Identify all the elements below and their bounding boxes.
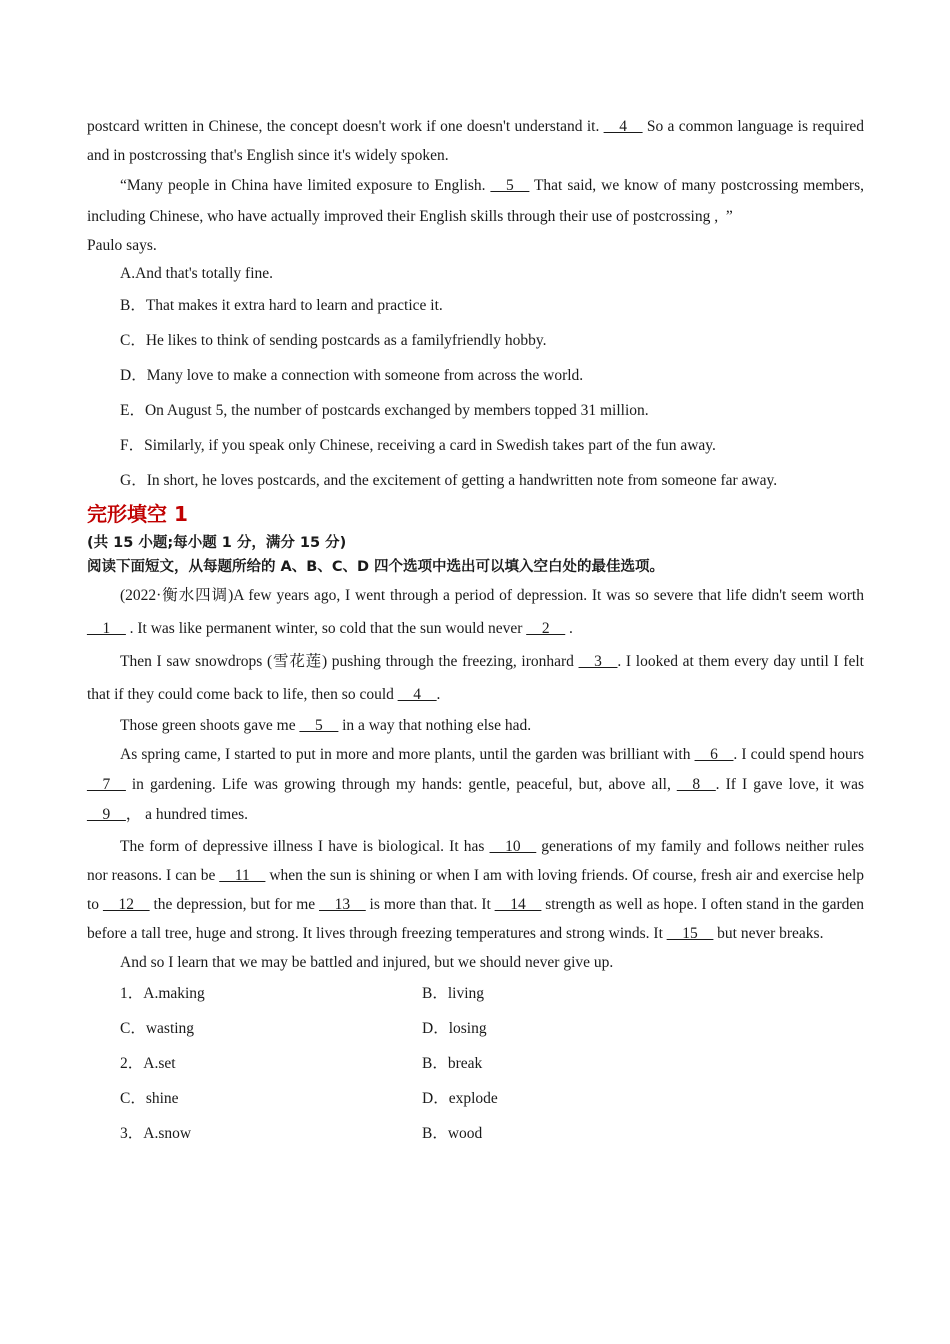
blank-15: __15__ — [666, 925, 714, 942]
blank-4: __4__ — [397, 686, 437, 703]
option-f: F．Similarly, if you speak only Chinese, receiving a card in Swedish takes part of the fun away. — [120, 437, 716, 454]
blank-4: __4__ — [603, 118, 643, 135]
answer-option: B．wood — [422, 1125, 483, 1142]
answer-option: C．wasting — [120, 1020, 195, 1037]
text: in gardening. Life was growing through my hands: gentle, peaceful, but, above all, — [125, 776, 677, 793]
text: The form of depressive illness I have is biological. It has — [120, 838, 490, 855]
blank-1: __1__ — [87, 620, 126, 637]
section-instructions: 阅读下面短文，从每题所给的 A、B、C、D 四个选项中选出可以填入空白处的最佳选项。 — [87, 559, 665, 575]
answer-option: B．living — [422, 985, 485, 1002]
cloze-paragraph: And so I learn that we may be battled and injured, but we should never give up. — [120, 954, 614, 971]
section-note: (共 15 小题;每小题 1 分，满分 15 分) — [87, 535, 347, 551]
text: . I could spend hours — [733, 746, 864, 763]
cloze-paragraph — [87, 579, 864, 645]
answer-option: D．losing — [422, 1020, 487, 1037]
blank-6: __6__ — [694, 746, 734, 763]
text: . I looked at them every day until I felt that if they could come back to life, then so could — [87, 653, 864, 703]
text: That said, we know of many postcrossing members, including Chinese, who have actually improved their English skills through their use of postcrossing , ” — [87, 177, 865, 225]
answer-option: 3．A.snow — [120, 1125, 192, 1142]
blank-13: __13__ — [319, 896, 366, 913]
option-e: E．On August 5, the number of postcards exchanged by members topped 31 million. — [120, 402, 649, 419]
option-b: B．That makes it extra hard to learn and practice it. — [120, 297, 443, 314]
answer-option: D．explode — [422, 1090, 498, 1107]
blank-8: __8__ — [676, 776, 716, 793]
text: but never breaks. — [713, 925, 824, 942]
passage-paragraph — [87, 170, 864, 232]
document-page — [87, 112, 864, 1144]
text: is more than that. It — [365, 896, 495, 913]
blank-7: __7__ — [87, 776, 126, 793]
answer-row — [87, 1089, 864, 1109]
passage-paragraph: Paulo says. — [87, 237, 157, 254]
text: strength as well as hope. I often stand in the garden before a tall tree, huge and strong. It lives through freezing temperatures and strong winds. It — [87, 896, 864, 942]
answer-row — [87, 1019, 864, 1039]
text: . — [436, 686, 441, 703]
passage-paragraph — [87, 112, 864, 170]
text: (2022·衡水四调)A few years ago, I went through a period of depression. It was so severe that life didn't seem worth — [120, 587, 864, 604]
blank-10: __10__ — [489, 838, 537, 855]
option-a: A.And that's totally fine. — [120, 265, 274, 282]
blank-12: __12__ — [103, 896, 150, 913]
blank-14: __14__ — [494, 896, 542, 913]
option-d: D．Many love to make a connection with someone from across the world. — [120, 367, 584, 384]
blank-5: __5__ — [490, 177, 530, 194]
blank-9: __9__ — [87, 806, 126, 823]
blank-2: __2__ — [526, 620, 566, 637]
answer-option: C．shine — [120, 1090, 179, 1107]
text: . If I gave love, it was — [715, 776, 865, 793]
text: postcard written in Chinese, the concept doesn't work if one doesn't understand it. — [87, 118, 604, 135]
option-g: G．In short, he loves postcards, and the excitement of getting a handwritten note from someone far away. — [120, 472, 778, 489]
cloze-paragraph — [87, 832, 864, 948]
text: when the sun is shining or when I am with loving friends. Of course, fresh air and exercise help to — [87, 867, 865, 913]
cloze-paragraph — [87, 740, 864, 830]
text: “Many people in China have limited exposure to English. — [120, 177, 491, 194]
answer-option: 1．A.making — [120, 985, 205, 1002]
text: in a way that nothing else had. — [338, 717, 532, 734]
blank-3: __3__ — [578, 653, 618, 670]
blank-5: __5__ — [299, 717, 339, 734]
text: . It was like permanent winter, so cold that the sun would never — [125, 620, 527, 637]
text: Those green shoots gave me — [120, 717, 300, 734]
text: the depression, but for me — [149, 896, 320, 913]
text: As spring came, I started to put in more and more plants, until the garden was brilliant with — [120, 746, 695, 763]
option-c: C．He likes to think of sending postcards as a familyfriendly hobby. — [120, 332, 547, 349]
cloze-paragraph — [87, 645, 864, 711]
answer-option: B．break — [422, 1055, 483, 1072]
cloze-paragraph — [87, 711, 864, 740]
answer-row — [87, 1054, 864, 1074]
text: generations of my family and follows neither rules nor reasons. I can be — [87, 838, 864, 884]
text: So a common language is required and in postcrossing that's English since it's widely spoken. — [87, 118, 864, 164]
text: Then I saw snowdrops (雪花莲) pushing through the freezing, ironhard — [120, 653, 579, 670]
text: ， a hundred times. — [125, 806, 249, 823]
section-title: 完形填空 1 — [87, 502, 188, 526]
text: . — [565, 620, 573, 637]
answer-row — [87, 984, 864, 1004]
answer-option: 2．A.set — [120, 1055, 176, 1072]
blank-11: __11__ — [219, 867, 266, 884]
answer-row — [87, 1124, 864, 1144]
